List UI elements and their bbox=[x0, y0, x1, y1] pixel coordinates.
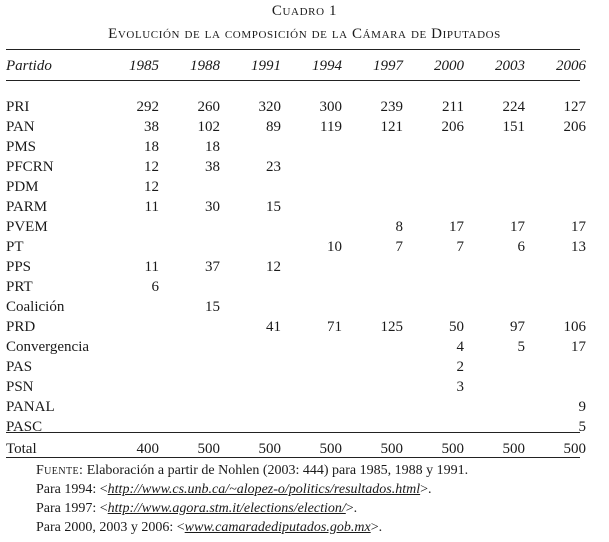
seat-count: 206 bbox=[441, 119, 464, 135]
table-row bbox=[6, 417, 586, 437]
seat-count bbox=[281, 257, 342, 277]
seat-count bbox=[403, 297, 464, 317]
seat-count bbox=[464, 197, 525, 217]
seat-count bbox=[98, 317, 159, 337]
seat-count: 500 bbox=[380, 441, 403, 457]
seat-count bbox=[281, 217, 342, 237]
seat-count: 121 bbox=[380, 119, 403, 135]
seat-count bbox=[281, 157, 342, 177]
party-name: Total bbox=[6, 441, 37, 457]
table-row bbox=[6, 217, 586, 237]
party-name: PDM bbox=[6, 179, 39, 195]
party-name: PAS bbox=[6, 359, 33, 375]
seat-count: 119 bbox=[320, 119, 342, 135]
party-name: PAN bbox=[6, 119, 35, 135]
seat-count bbox=[220, 277, 281, 297]
table-row bbox=[6, 317, 586, 337]
seat-count: 71 bbox=[327, 319, 342, 335]
note-suffix: >. bbox=[370, 520, 383, 535]
table-row bbox=[6, 197, 586, 217]
column-header-year: 2006 bbox=[556, 58, 586, 74]
column-header-year: 1988 bbox=[190, 58, 220, 74]
party-name: PRI bbox=[6, 99, 30, 115]
seat-count bbox=[342, 397, 403, 417]
seat-count bbox=[342, 297, 403, 317]
seat-count bbox=[403, 277, 464, 297]
table-row bbox=[6, 237, 586, 257]
seat-count bbox=[159, 357, 220, 377]
seat-count bbox=[525, 137, 586, 157]
party-name: PPS bbox=[6, 259, 32, 275]
seat-count bbox=[464, 277, 525, 297]
party-name: PANAL bbox=[6, 399, 55, 415]
seat-count: 38 bbox=[144, 119, 159, 135]
seat-count: 41 bbox=[266, 319, 281, 335]
seat-count: 239 bbox=[380, 99, 403, 115]
seat-count bbox=[159, 217, 220, 237]
seat-count: 4 bbox=[456, 339, 464, 355]
seat-count bbox=[464, 257, 525, 277]
seat-count bbox=[220, 137, 281, 157]
seat-count: 206 bbox=[563, 119, 586, 135]
seat-count bbox=[220, 397, 281, 417]
party-name: PARM bbox=[6, 199, 48, 215]
seat-count: 12 bbox=[266, 259, 281, 275]
seat-count bbox=[281, 397, 342, 417]
column-header-year: 1994 bbox=[312, 58, 342, 74]
party-name: PT bbox=[6, 239, 24, 255]
seat-count: 89 bbox=[266, 119, 281, 135]
seat-count bbox=[464, 377, 525, 397]
seat-count bbox=[464, 177, 525, 197]
seat-count: 6 bbox=[151, 279, 159, 295]
seat-count bbox=[98, 397, 159, 417]
seat-count bbox=[464, 157, 525, 177]
seat-count: 12 bbox=[144, 179, 159, 195]
seat-count: 30 bbox=[205, 199, 220, 215]
seat-count: 11 bbox=[144, 259, 159, 275]
seat-count: 97 bbox=[510, 319, 525, 335]
composition-table bbox=[6, 55, 586, 459]
seat-count bbox=[403, 137, 464, 157]
seat-count bbox=[342, 137, 403, 157]
seat-count: 7 bbox=[456, 239, 464, 255]
table-title: Evolución de la composición de la Cámara de Diputados bbox=[108, 26, 501, 42]
seat-count bbox=[342, 197, 403, 217]
party-name: PASC bbox=[6, 419, 43, 435]
column-header-year: 1991 bbox=[251, 58, 281, 74]
header-row bbox=[6, 55, 586, 77]
party-name: Coalición bbox=[6, 299, 65, 315]
note-2000-2006 bbox=[36, 518, 468, 537]
note-suffix: >. bbox=[420, 482, 432, 497]
seat-count: 500 bbox=[502, 441, 525, 457]
seat-count bbox=[159, 337, 220, 357]
seat-count: 127 bbox=[563, 99, 586, 115]
seat-count: 106 bbox=[563, 319, 586, 335]
seat-count bbox=[525, 377, 586, 397]
note-suffix: >. bbox=[345, 501, 358, 516]
source-text: Elaboración a partir de Nohlen (2003: 444) para 1985, 1988 y 1991. bbox=[83, 463, 469, 478]
seat-count bbox=[98, 337, 159, 357]
column-header-party: Partido bbox=[6, 58, 52, 74]
seat-count: 9 bbox=[578, 399, 586, 415]
seat-count bbox=[281, 357, 342, 377]
top-rule bbox=[6, 49, 580, 50]
seat-count: 6 bbox=[517, 239, 525, 255]
column-header-year: 2003 bbox=[495, 58, 525, 74]
seat-count bbox=[281, 177, 342, 197]
seat-count: 17 bbox=[571, 219, 586, 235]
seat-count bbox=[98, 417, 159, 437]
party-name: Convergencia bbox=[6, 339, 90, 355]
source-label: Fuente: bbox=[36, 463, 84, 478]
seat-count: 400 bbox=[136, 441, 159, 457]
seat-count bbox=[464, 417, 525, 437]
seat-count: 500 bbox=[319, 441, 342, 457]
seat-count bbox=[342, 277, 403, 297]
seat-count bbox=[281, 197, 342, 217]
party-name: PSN bbox=[6, 379, 34, 395]
table-row bbox=[6, 397, 586, 417]
seat-count bbox=[464, 397, 525, 417]
seat-count: 3 bbox=[456, 379, 464, 395]
seat-count bbox=[220, 237, 281, 257]
seat-count bbox=[98, 297, 159, 317]
seat-count: 38 bbox=[205, 159, 220, 175]
column-header-year: 1985 bbox=[129, 58, 159, 74]
note-prefix: Para 2000, 2003 y 2006: < bbox=[36, 520, 185, 535]
seat-count bbox=[220, 417, 281, 437]
seat-count: 211 bbox=[442, 99, 464, 115]
table-row bbox=[6, 137, 586, 157]
seat-count bbox=[403, 157, 464, 177]
seat-count bbox=[403, 257, 464, 277]
party-name: PMS bbox=[6, 139, 37, 155]
seat-count bbox=[342, 177, 403, 197]
seat-count bbox=[403, 197, 464, 217]
seat-count: 260 bbox=[197, 99, 220, 115]
seat-count bbox=[98, 237, 159, 257]
seat-count bbox=[220, 177, 281, 197]
seat-count bbox=[464, 137, 525, 157]
table-row bbox=[6, 277, 586, 297]
seat-count bbox=[525, 297, 586, 317]
seat-count bbox=[220, 217, 281, 237]
seat-count: 2 bbox=[456, 359, 464, 375]
seat-count bbox=[281, 277, 342, 297]
party-name: PFCRN bbox=[6, 159, 54, 175]
table-notes bbox=[36, 461, 468, 537]
table-row bbox=[6, 257, 586, 277]
seat-count: 500 bbox=[563, 441, 586, 457]
party-name: PRD bbox=[6, 319, 36, 335]
seat-count: 12 bbox=[144, 159, 159, 175]
seat-count: 17 bbox=[449, 219, 464, 235]
seat-count: 23 bbox=[266, 159, 281, 175]
seat-count bbox=[220, 357, 281, 377]
seat-count: 500 bbox=[258, 441, 281, 457]
seat-count: 500 bbox=[441, 441, 464, 457]
seat-count bbox=[464, 297, 525, 317]
seat-count: 18 bbox=[144, 139, 159, 155]
seat-count bbox=[342, 157, 403, 177]
seat-count: 15 bbox=[205, 299, 220, 315]
seat-count bbox=[159, 317, 220, 337]
table-row bbox=[6, 297, 586, 317]
seat-count bbox=[159, 277, 220, 297]
seat-count bbox=[525, 357, 586, 377]
seat-count: 7 bbox=[395, 239, 403, 255]
seat-count bbox=[464, 357, 525, 377]
seat-count bbox=[342, 257, 403, 277]
seat-count bbox=[403, 417, 464, 437]
seat-count: 320 bbox=[258, 99, 281, 115]
seat-count: 5 bbox=[578, 419, 586, 435]
seat-count: 102 bbox=[197, 119, 220, 135]
seat-count bbox=[159, 377, 220, 397]
seat-count: 17 bbox=[510, 219, 525, 235]
seat-count: 50 bbox=[449, 319, 464, 335]
seat-count: 15 bbox=[266, 199, 281, 215]
total-row bbox=[6, 439, 586, 459]
seat-count bbox=[159, 237, 220, 257]
seat-count bbox=[98, 357, 159, 377]
seat-count bbox=[525, 197, 586, 217]
seat-count bbox=[159, 417, 220, 437]
seat-count: 8 bbox=[395, 219, 403, 235]
source-note bbox=[36, 461, 468, 480]
seat-count bbox=[525, 157, 586, 177]
seat-count bbox=[220, 337, 281, 357]
seat-count bbox=[342, 357, 403, 377]
seat-count bbox=[342, 417, 403, 437]
party-name: PRT bbox=[6, 279, 33, 295]
note-1994 bbox=[36, 480, 468, 499]
seat-count bbox=[525, 277, 586, 297]
seat-count bbox=[403, 177, 464, 197]
seat-count: 500 bbox=[197, 441, 220, 457]
table-label: Cuadro 1 bbox=[271, 3, 338, 19]
seat-count: 292 bbox=[136, 99, 159, 115]
link-camara[interactable]: www.camaradediputados.gob.mx bbox=[184, 520, 371, 535]
seat-count bbox=[281, 377, 342, 397]
seat-count: 13 bbox=[571, 239, 586, 255]
seat-count bbox=[403, 397, 464, 417]
seat-count: 18 bbox=[205, 139, 220, 155]
seat-count bbox=[98, 217, 159, 237]
seat-count bbox=[525, 177, 586, 197]
seat-count: 224 bbox=[502, 99, 525, 115]
note-prefix: Para 1997: < bbox=[36, 501, 108, 516]
table-row bbox=[6, 337, 586, 357]
table-row bbox=[6, 97, 586, 117]
note-1997 bbox=[36, 499, 468, 518]
seat-count bbox=[525, 257, 586, 277]
seat-count bbox=[342, 337, 403, 357]
table-row bbox=[6, 117, 586, 137]
seat-count: 17 bbox=[571, 339, 586, 355]
link-1997[interactable]: http://www.agora.stm.it/elections/election/ bbox=[107, 501, 346, 516]
seat-count bbox=[342, 377, 403, 397]
seat-count: 300 bbox=[319, 99, 342, 115]
seat-count: 11 bbox=[144, 199, 159, 215]
party-name: PVEM bbox=[6, 219, 48, 235]
seat-count: 151 bbox=[502, 119, 525, 135]
column-header-year: 1997 bbox=[373, 58, 403, 74]
spacer-cell bbox=[6, 77, 586, 97]
seat-count bbox=[281, 297, 342, 317]
table-row bbox=[6, 157, 586, 177]
seat-count bbox=[98, 377, 159, 397]
seat-count: 10 bbox=[327, 239, 342, 255]
table-row bbox=[6, 177, 586, 197]
seat-count bbox=[159, 177, 220, 197]
seat-count bbox=[281, 417, 342, 437]
seat-count: 5 bbox=[517, 339, 525, 355]
seat-count: 125 bbox=[380, 319, 403, 335]
link-1994[interactable]: http://www.cs.unb.ca/~alopez-o/politics/resultados.html bbox=[107, 482, 421, 497]
table-row bbox=[6, 357, 586, 377]
column-header-year: 2000 bbox=[434, 58, 464, 74]
table-row bbox=[6, 377, 586, 397]
seat-count bbox=[159, 397, 220, 417]
spacer-row bbox=[6, 77, 586, 97]
seat-count bbox=[281, 337, 342, 357]
seat-count bbox=[281, 137, 342, 157]
note-prefix: Para 1994: < bbox=[36, 482, 108, 497]
seat-count bbox=[220, 297, 281, 317]
seat-count bbox=[220, 377, 281, 397]
seat-count: 37 bbox=[205, 259, 220, 275]
